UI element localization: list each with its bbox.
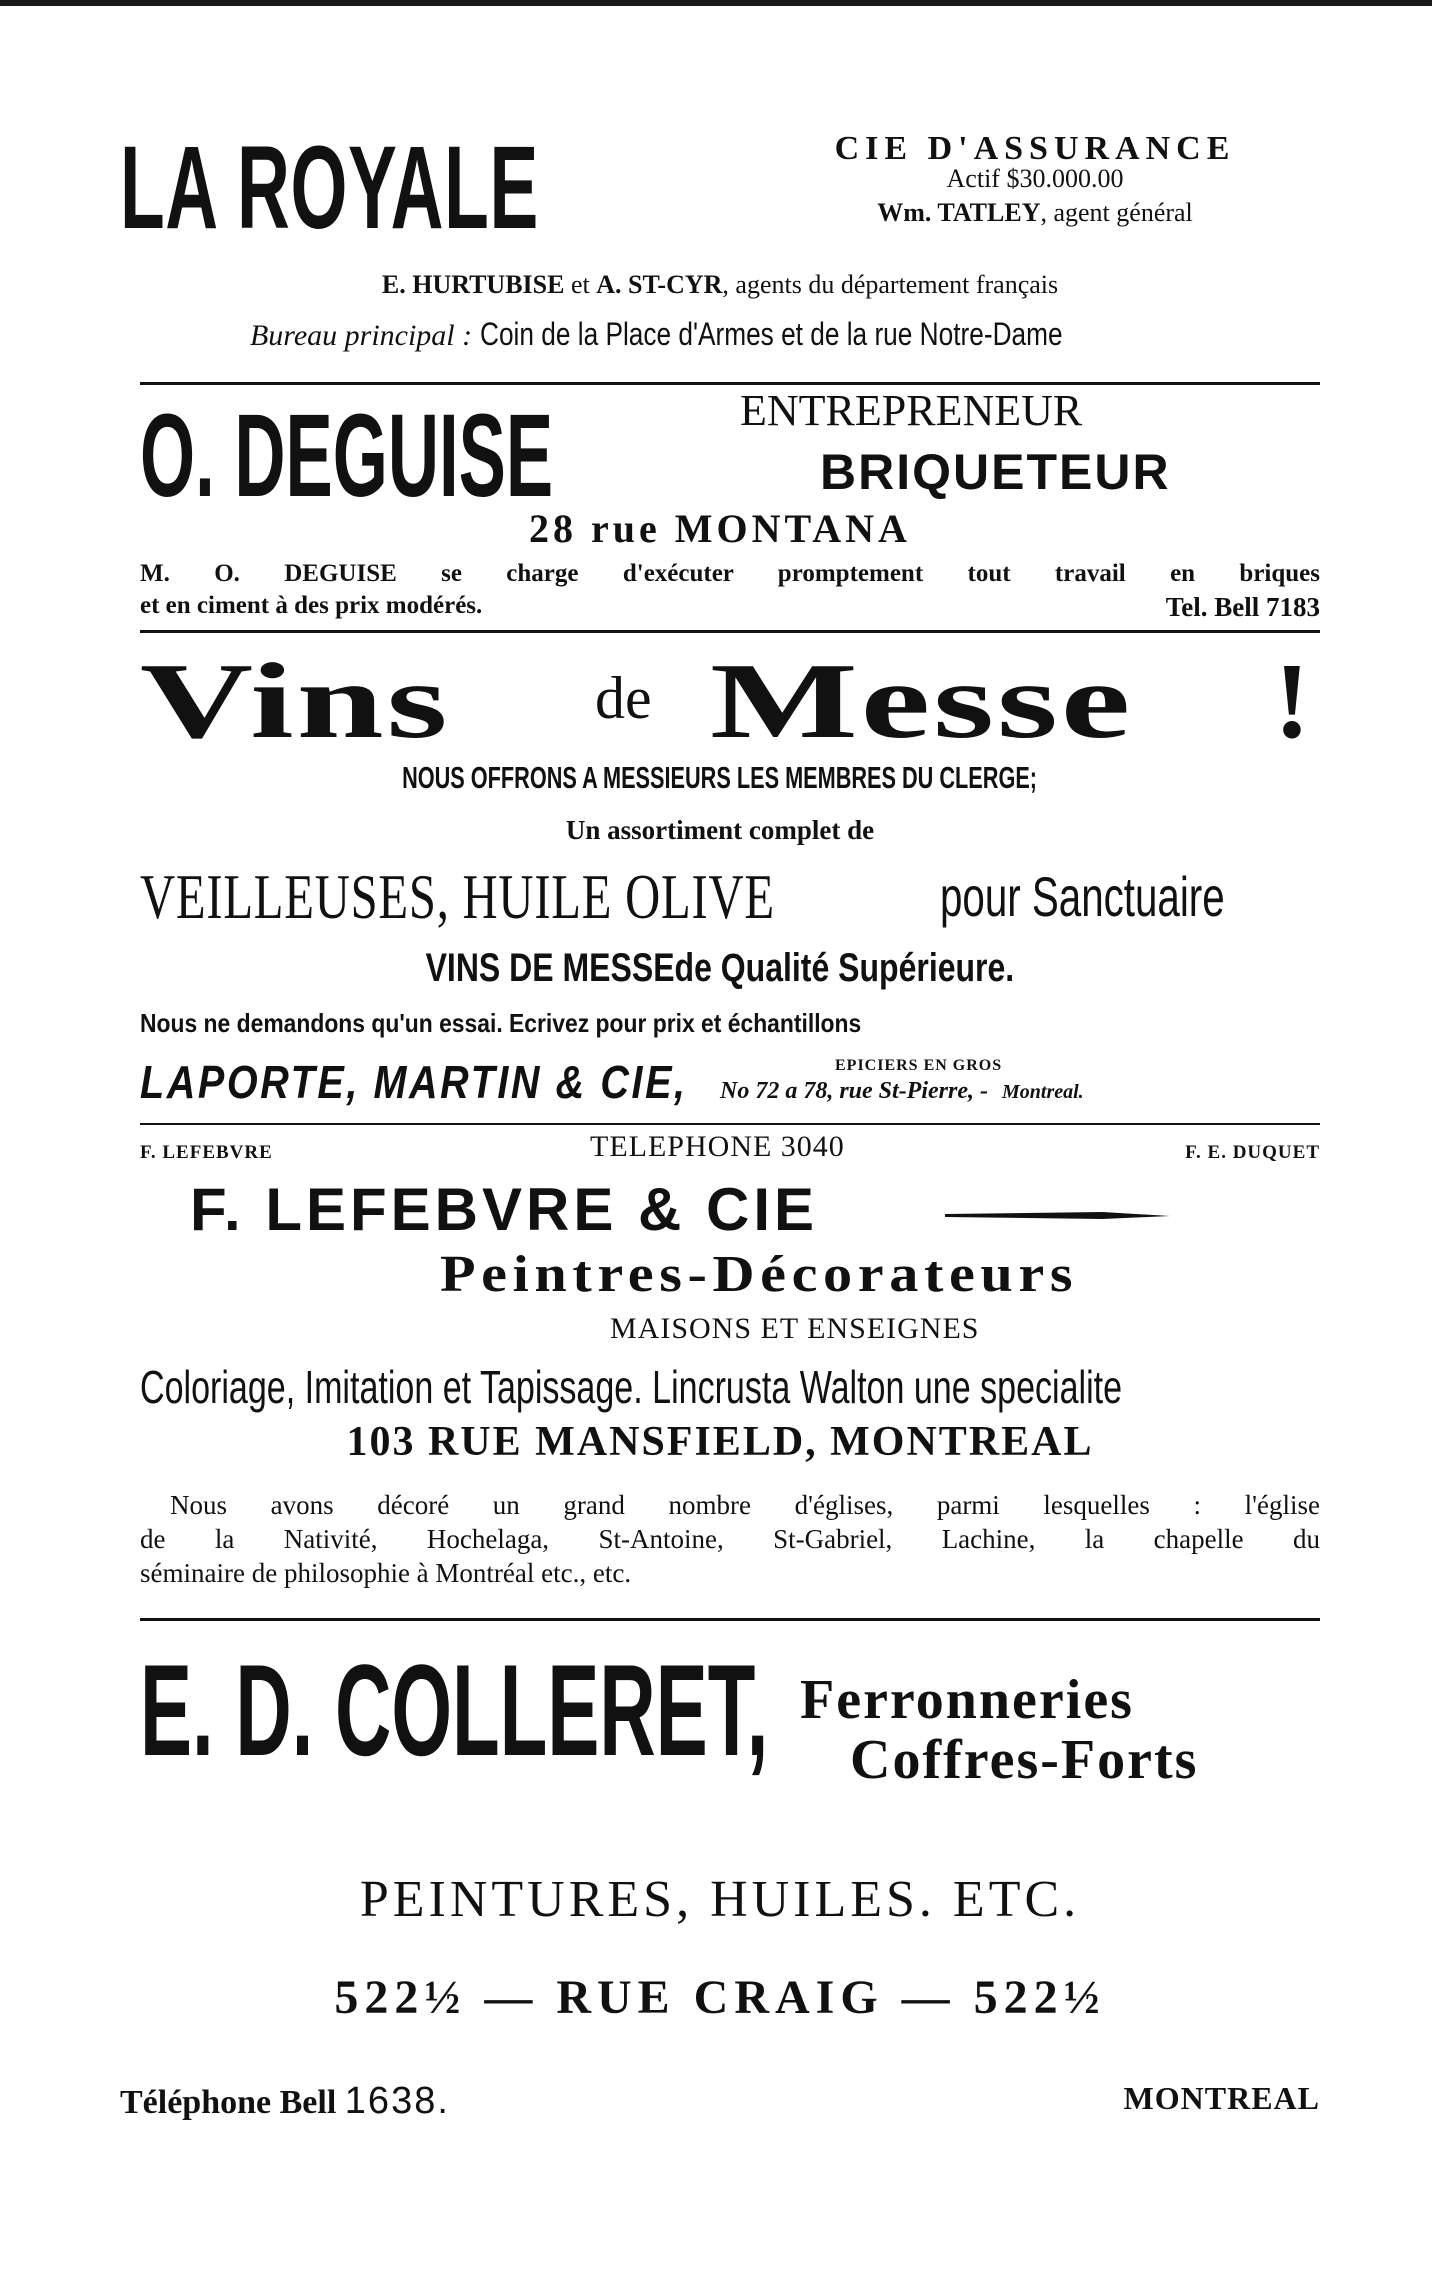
lefebvre-description bbox=[140, 1488, 1320, 1590]
royale-capital: Actif $30.000.00 bbox=[946, 164, 1124, 193]
deguise-desc-line2: et en ciment à des prix modérés. bbox=[140, 592, 483, 619]
lefebvre-trade: Peintres-Décorateurs bbox=[440, 1246, 1079, 1303]
deguise-address: 28 rue MONTANA bbox=[529, 506, 911, 551]
royale-bureau-address: Coin de la Place d'Armes et de la rue Notre-Dame bbox=[479, 316, 1063, 352]
royale-dept-et: et bbox=[564, 270, 597, 299]
lefebvre-address: 103 RUE MANSFIELD, MONTREAL bbox=[346, 1419, 1094, 1465]
lefebvre-desc-line3: séminaire de philosophie à Montréal etc., etc. bbox=[140, 1558, 632, 1588]
lefebvre-specialty: MAISONS ET ENSEIGNES bbox=[610, 1312, 980, 1345]
royale-company-block bbox=[745, 130, 1325, 228]
colleret-line1: Ferronneries bbox=[800, 1669, 1134, 1731]
royale-company: CIE D'ASSURANCE bbox=[834, 130, 1236, 167]
lefebvre-name: F. LEFEBVRE & CIE bbox=[190, 1176, 819, 1243]
vins-assortment: Un assortiment complet de bbox=[565, 815, 875, 845]
lefebvre-telephone: TELEPHONE 3040 bbox=[590, 1130, 845, 1163]
royale-agent bbox=[745, 198, 1325, 228]
royale-dept-agent1: E. HURTUBISE bbox=[381, 270, 565, 299]
colleret-address: 522½ — RUE CRAIG — 522½ bbox=[334, 1971, 1106, 2024]
vins-offer bbox=[120, 760, 1320, 796]
vins-title-messe: Messe bbox=[710, 642, 1134, 761]
colleret-name: E. D. COLLERET, bbox=[140, 1637, 769, 1783]
colleret-telephone bbox=[120, 2080, 450, 2123]
colleret-telephone-label: Téléphone Bell bbox=[120, 2084, 345, 2121]
lefebvre-flourish bbox=[945, 1210, 1170, 1220]
colleret-telephone-number: 1638. bbox=[344, 2080, 450, 2122]
vins-quality bbox=[120, 946, 1320, 991]
deguise-title1: ENTREPRENEUR bbox=[740, 386, 1083, 435]
deguise-name: O. DEGUISE bbox=[140, 390, 554, 522]
royale-agent-name: Wm. TATLEY bbox=[877, 198, 1041, 227]
divider-1 bbox=[140, 382, 1320, 385]
vins-products-tail: pour Sanctuaire bbox=[940, 865, 1225, 928]
lefebvre-right-name: F. E. DUQUET bbox=[1185, 1142, 1320, 1163]
vins-merchant-city: Montreal. bbox=[1001, 1081, 1084, 1103]
lefebvre-services-text: Coloriage, Imitation et Tapissage. Lincrusta Walton une specialite bbox=[140, 1361, 1123, 1413]
vins-merchant-address: No 72 a 78, rue St-Pierre, - bbox=[720, 1078, 988, 1104]
vins-title-vins: Vins bbox=[140, 642, 451, 761]
colleret-products: PEINTURES, HUILES. ETC. bbox=[359, 1871, 1081, 1928]
royale-name: LA ROYALE bbox=[120, 122, 539, 254]
deguise-telephone: Tel. Bell 7183 bbox=[1165, 592, 1320, 622]
vins-merchant: LAPORTE, MARTIN & CIE, bbox=[140, 1056, 688, 1108]
divider-2 bbox=[140, 630, 1320, 633]
vins-merchant-address-line bbox=[720, 1078, 1084, 1105]
vins-request: Nous ne demandons qu'un essai. Ecrivez pour prix et échantillons bbox=[140, 1008, 862, 1038]
vins-offer-text: NOUS OFFRONS A MESSIEURS LES MEMBRES DU CLERGE; bbox=[402, 760, 1038, 795]
royale-dept-agents bbox=[120, 270, 1320, 300]
vins-merchant-type: EPICIERS EN GROS bbox=[835, 1057, 1003, 1074]
lefebvre-left-name: F. LEFEBVRE bbox=[140, 1142, 273, 1163]
lefebvre-desc-line2: de la Nativité, Hochelaga, St-Antoine, St-Gabriel, Lachine, la chapelle du bbox=[140, 1524, 1320, 1554]
vins-title bbox=[140, 640, 1320, 761]
vins-products bbox=[140, 860, 1320, 934]
divider-3 bbox=[140, 1123, 1320, 1125]
royale-dept-agent2: A. ST-CYR bbox=[596, 270, 723, 299]
royale-bureau bbox=[120, 316, 1320, 353]
lefebvre-header-line bbox=[140, 1130, 1320, 1170]
royale-dept-role: , agents du département français bbox=[722, 270, 1059, 299]
deguise-desc-line1: M. O. DEGUISE se charge d'exécuter promptement tout travail en briques bbox=[140, 560, 1320, 587]
ad-la-royale bbox=[120, 120, 1320, 370]
colleret-city: MONTREAL bbox=[1123, 2080, 1320, 2116]
page-top-edge bbox=[0, 0, 1432, 6]
divider-4 bbox=[140, 1618, 1320, 1621]
colleret-line2: Coffres-Forts bbox=[850, 1729, 1199, 1791]
royale-agent-role: , agent général bbox=[1040, 198, 1193, 227]
vins-title-de: de bbox=[595, 665, 652, 731]
vins-title-bang: ! bbox=[1274, 642, 1310, 761]
royale-bureau-label: Bureau principal : bbox=[249, 319, 480, 352]
lefebvre-services bbox=[140, 1360, 1320, 1414]
vins-messe-tail: de Qualité Supérieure. bbox=[674, 946, 1015, 990]
vins-products-main: VEILLEUSES, HUILE OLIVE bbox=[140, 861, 775, 932]
deguise-title2: BRIQUETEUR bbox=[820, 444, 1171, 500]
lefebvre-desc-line1: Nous avons décoré un grand nombre d'églises, parmi lesquelles : l'église bbox=[170, 1490, 1320, 1520]
vins-messe-label: VINS DE MESSE bbox=[425, 946, 675, 990]
